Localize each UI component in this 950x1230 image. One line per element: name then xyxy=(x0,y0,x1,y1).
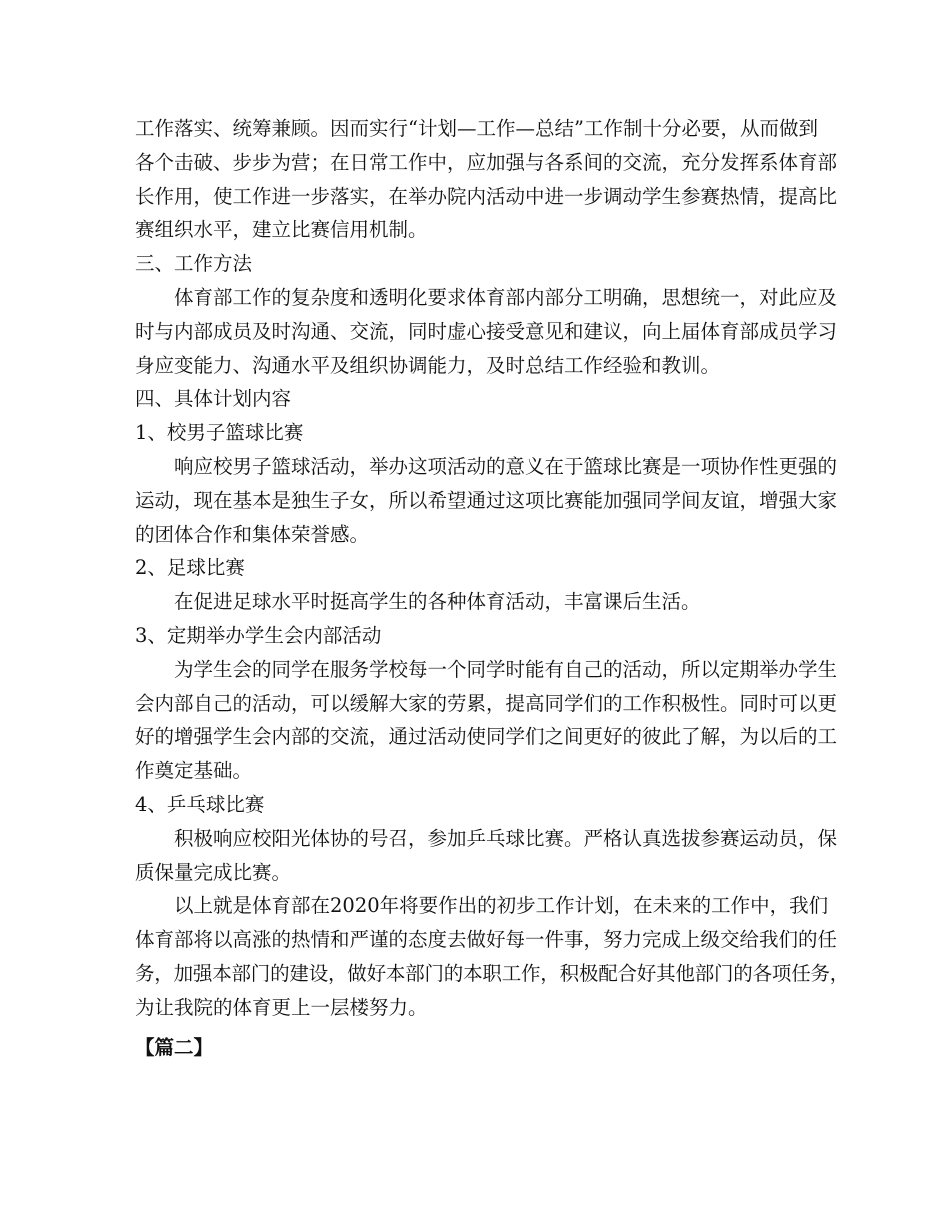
paragraph-football xyxy=(135,585,825,619)
text-line: 为学生会的同学在服务学校每一个同学时能有自己的活动，所以定期举办学生 xyxy=(174,657,838,681)
text-line: 的团体合作和集体荣誉感。 xyxy=(135,522,370,546)
text-line: 各个击破、步步为营；在日常工作中，应加强与各系间的交流，充分发挥系体育部 xyxy=(135,150,838,174)
text-line: 赛组织水平，建立比赛信用机制。 xyxy=(135,218,428,242)
paragraph-internal-activities xyxy=(135,653,838,788)
text-line: 务，加强本部门的建设，做好本部门的本职工作，积极配合好其他部门的各项任务， xyxy=(135,961,850,985)
text-line: 体育部工作的复杂度和透明化要求体育部内部分工明确，思想统一，对此应及 xyxy=(174,285,838,309)
text-line: 长作用，使工作进一步落实，在举办院内活动中进一步调动学生参赛热情，提高比 xyxy=(135,184,838,208)
paragraph-methods xyxy=(135,281,838,382)
text-line: 会内部自己的活动，可以缓解大家的劳累，提高同学们的工作积极性。同时可以更 xyxy=(135,691,838,715)
text-line: 质保量完成比赛。 xyxy=(135,860,292,884)
subheading-table-tennis: 4、乒乓球比赛 xyxy=(135,792,265,816)
text-line: 以上就是体育部在2020年将要作出的初步工作计划，在未来的工作中，我们 xyxy=(174,894,829,918)
document-body xyxy=(135,112,850,1064)
text-line: 体育部将以高涨的热情和严谨的态度去做好每一件事，努力完成上级交给我们的任 xyxy=(135,928,838,952)
subheading-internal-activities: 3、定期举办学生会内部活动 xyxy=(135,623,382,647)
text-line: 运动，现在基本是独生子女，所以希望通过这项比赛能加强同学间友谊，增强大家 xyxy=(135,488,838,512)
text-line: 身应变能力、沟通水平及组织协调能力，及时总结工作经验和教训。 xyxy=(135,353,721,377)
text-line: 好的增强学生会内部的交流，通过活动使同学们之间更好的彼此了解，为以后的工 xyxy=(135,725,838,749)
text-line: 工作落实、统筹兼顾。因而实行“计划—工作—总结”工作制十分必要，从而做到 xyxy=(135,117,818,140)
text-line: 作奠定基础。 xyxy=(135,759,253,783)
paragraph-coordination xyxy=(135,112,838,247)
section-heading-plan: 四、具体计划内容 xyxy=(135,387,292,411)
section-heading-methods: 三、工作方法 xyxy=(135,252,253,276)
subheading-football: 2、足球比赛 xyxy=(135,556,245,580)
text-line: 在促进足球水平时挺高学生的各种体育活动，丰富课后生活。 xyxy=(174,590,701,614)
paragraph-table-tennis xyxy=(135,822,838,890)
text-line: 响应校男子篮球活动，举办这项活动的意义在于篮球比赛是一项协作性更强的 xyxy=(174,454,838,478)
paragraph-conclusion xyxy=(135,889,850,1024)
text-line: 积极响应校阳光体协的号召，参加乒乓球比赛。严格认真选拔参赛运动员，保 xyxy=(174,826,838,850)
paragraph-basketball xyxy=(135,450,838,551)
text-line: 时与内部成员及时沟通、交流，同时虚心接受意见和建议，向上届体育部成员学习 xyxy=(135,319,838,343)
text-line: 为让我院的体育更上一层楼努力。 xyxy=(135,995,428,1019)
subheading-basketball: 1、校男子篮球比赛 xyxy=(135,421,304,445)
part-two-heading: 【篇二】 xyxy=(135,1035,214,1059)
